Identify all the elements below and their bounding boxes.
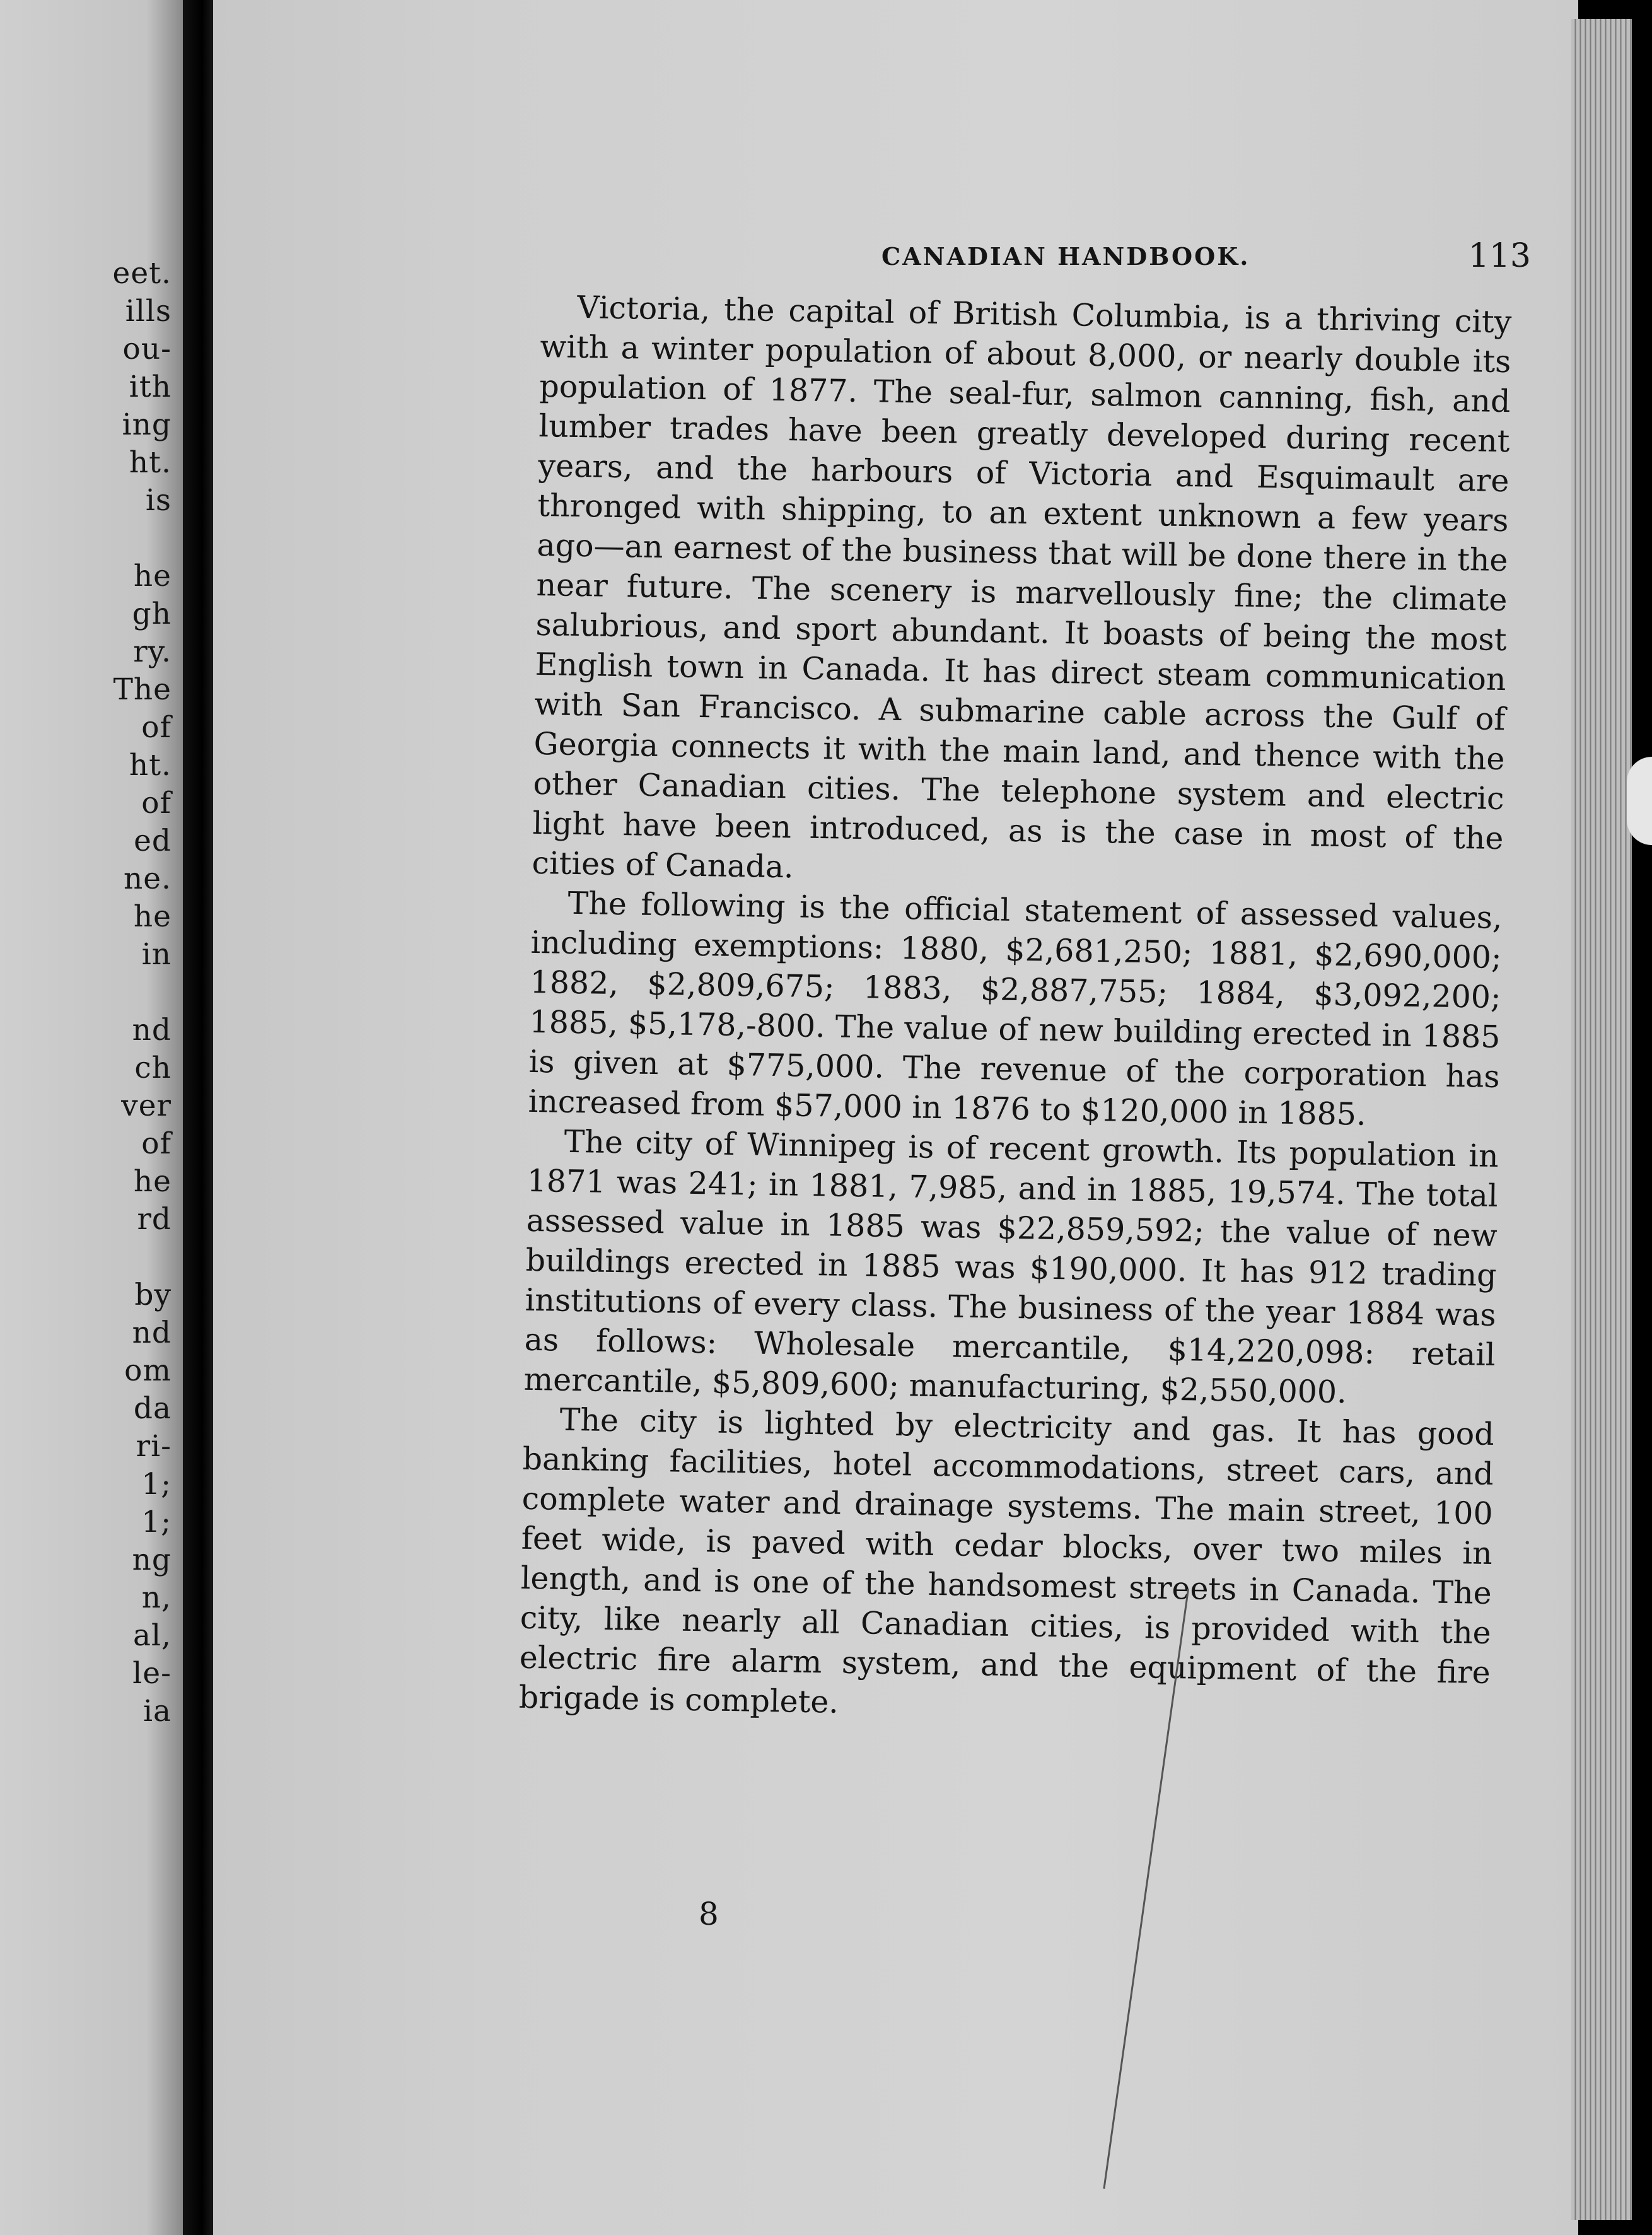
page-clip xyxy=(1627,757,1652,845)
page-number: 113 xyxy=(1468,237,1531,275)
running-head: CANADIAN HANDBOOK. xyxy=(881,242,1250,271)
facing-page-fragment: ing xyxy=(122,407,172,442)
body-text xyxy=(518,287,1511,1732)
book-page xyxy=(213,0,1578,2235)
facing-page-fragment: da xyxy=(133,1391,172,1426)
facing-page-fragment: ng xyxy=(132,1543,172,1577)
facing-page-fragment: ed xyxy=(134,824,172,858)
paragraph-winnipeg-services: The city is lighted by electricity and gas. It has good banking facilities, hotel accommodations, street cars, and complete water and drainage systems. The main street, 100 feet wide, is paved with cedar blocks, over two miles in length, and is one of the handsomest streets in Canada. The city, like nearly all Canadian cities, is provided with the electric fire alarm system, and the equipment of the fire brigade is complete. xyxy=(518,1401,1495,1720)
facing-page-fragment: The xyxy=(113,672,172,707)
facing-page-fragment: nd xyxy=(132,1316,172,1350)
facing-page-fragment: by xyxy=(134,1278,172,1312)
paragraph-winnipeg: The city of Winnipeg is of recent growth. Its population in 1871 was 241; in 1881, 7,985, and in 1885, 19,574. The total assessed value in 1885 was $22,859,592; the value of new buildings erected in 1885 was $190,000. It has 912 trading institutions of every class. The business of the year 1884 was as follows: Wholesale mercantile, $14,220,098: retail mercantile, $5,809,600; manufacturing, $2,550,000. xyxy=(523,1123,1499,1411)
facing-page-fragment: n, xyxy=(141,1580,172,1615)
facing-page-fragment: om xyxy=(124,1353,172,1388)
facing-page-fragment: of xyxy=(141,710,172,745)
signature-mark: 8 xyxy=(699,1896,719,1932)
page-header xyxy=(881,237,1531,281)
facing-page-fragment: he xyxy=(133,559,172,593)
facing-page-fragment: ch xyxy=(134,1051,172,1085)
facing-page-fragment: is xyxy=(145,483,172,518)
facing-page-fragment: le- xyxy=(132,1656,172,1691)
facing-page-fragment: 1; xyxy=(141,1467,172,1502)
facing-page-fragment: of xyxy=(141,1126,172,1161)
facing-page-fragment: ri- xyxy=(136,1429,172,1464)
paragraph-victoria: Victoria, the capital of British Columbia, is a thriving city with a winter population of about 8,000, or nearly double its population of 1877. The seal-fur, salmon canning, fish, and lumber trades have been greatly developed during recent years, and the harbours of Victoria and Esquimault are thronged with shipping, to an extent unknown a few years ago—an earnest of the business that will be done there in the near future. The scenery is marvellously fine; the climate salubrious, and sport abundant. It boasts of being the most English town in Canada. It has direct steam communication with San Francisco. A submarine cable across the Gulf of Georgia connects it with the main land, and thence with the other Canadian cities. The telephone system and electric light have been introduced, as is the case in most of the cities of Canada. xyxy=(532,289,1512,885)
facing-page-fragment: ht. xyxy=(129,748,172,783)
facing-page-fragment: in xyxy=(141,937,172,972)
facing-page-fragment: gh xyxy=(132,597,172,631)
facing-page-fragment: ry. xyxy=(133,634,172,669)
facing-page-fragment: eet. xyxy=(112,256,172,291)
facing-page-fragment: of xyxy=(141,786,172,820)
facing-page-edge xyxy=(0,0,183,2235)
facing-page-fragment: nd xyxy=(132,1013,172,1047)
facing-page-fragment: he xyxy=(133,1164,172,1199)
facing-page-fragment: rd xyxy=(137,1202,172,1237)
facing-page-fragment: he xyxy=(133,899,172,934)
facing-page-fragment: ith xyxy=(129,370,172,404)
facing-page-fragment: ne. xyxy=(123,861,172,896)
paragraph-assessed-values: The following is the official statement of assessed values, including exemptions: 1880, $2,681,250; 1881, $2,690,000; 1882, $2,809,675; 1883, $2,887,755; 1884, $3,092,200; 1885, $5,178,-800. The value of new building erected in 1885 is given at $775,000. The revenue of the corporation has increased from $57,000 in 1876 to $120,000 in 1885. xyxy=(528,885,1503,1133)
page-block-edges xyxy=(1571,19,1632,2220)
facing-page-fragment: ou- xyxy=(122,332,172,366)
facing-page-fragment: ills xyxy=(125,294,172,329)
facing-page-fragment: 1; xyxy=(141,1505,172,1539)
facing-page-fragment: ia xyxy=(143,1694,172,1729)
book-gutter xyxy=(183,0,214,2235)
facing-page-fragment: ht. xyxy=(129,445,172,480)
facing-page-fragment: ver xyxy=(121,1088,172,1123)
facing-page-fragment: al, xyxy=(133,1618,172,1653)
